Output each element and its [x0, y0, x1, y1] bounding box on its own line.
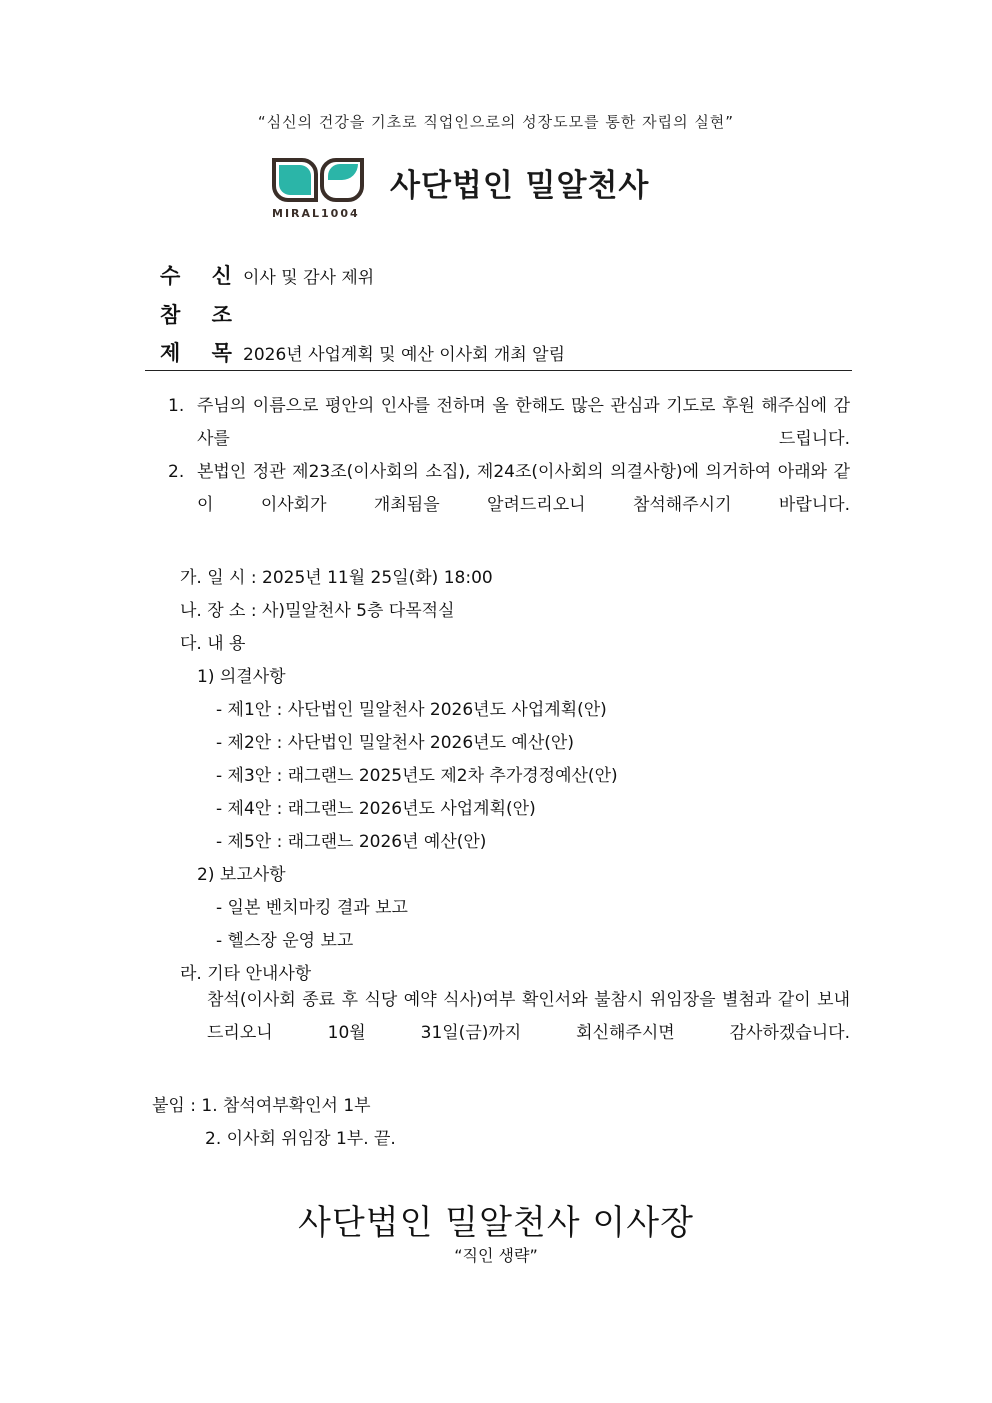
item2-number: 2.: [168, 462, 185, 482]
attachment-line-1: 붙임 : 1. 참석여부확인서 1부: [152, 1096, 371, 1116]
header-divider: [145, 370, 852, 371]
resolution-item: - 제4안 : 래그랜느 2026년도 사업계획(안): [216, 799, 536, 819]
report-item: - 일본 벤치마킹 결과 보고: [216, 898, 408, 918]
item1-text: 주님의 이름으로 평안의 인사를 전하며 올 한해도 많은 관심과 기도로 후원 해주심에 감사를 드립니다.: [197, 396, 850, 449]
meeting-place: 나. 장 소 : 사)밀알천사 5층 다목적실: [180, 601, 455, 621]
recipient-label: 수 신: [160, 264, 244, 288]
logo-wordmark: MIRAL1004: [272, 207, 360, 220]
meeting-content-title: 다. 내 용: [180, 634, 246, 654]
item2-text: 본법인 정관 제23조(이사회의 소집), 제24조(이사회의 의결사항)에 의거하여 아래와 같이 이사회가 개최됨을 알려드리오니 참석해주시기 바랍니다.: [197, 462, 850, 515]
report-item: - 헬스장 운영 보고: [216, 931, 354, 951]
item1-number: 1.: [168, 396, 185, 416]
resolution-item: - 제3안 : 래그랜느 2025년도 제2차 추가경정예산(안): [216, 766, 618, 786]
meeting-date: 가. 일 시 : 2025년 11월 25일(화) 18:00: [180, 568, 493, 588]
attachment-line-2: 2. 이사회 위임장 1부. 끝.: [205, 1129, 396, 1149]
reference-label: 참 조: [160, 303, 244, 327]
seal-omitted-note: “직인 생략”: [454, 1246, 538, 1265]
miral1004-logo-icon: [270, 156, 366, 204]
resolution-item: - 제5안 : 래그랜느 2026년 예산(안): [216, 832, 487, 852]
other-info-text: 참석(이사회 종료 후 식당 예약 식사)여부 확인서와 불참시 위임장을 별첨과 같이 보내드리오니 10월 31일(금)까지 회신해주시면 감사하겠습니다.: [207, 990, 850, 1043]
recipient-value: 이사 및 감사 제위: [243, 268, 375, 288]
resolutions-title: 1) 의결사항: [197, 667, 286, 687]
other-info-title: 라. 기타 안내사항: [180, 964, 312, 984]
org-name: 사단법인 밀알천사: [390, 168, 650, 204]
resolution-item: - 제1안 : 사단법인 밀알천사 2026년도 사업계획(안): [216, 700, 607, 720]
resolution-item: - 제2안 : 사단법인 밀알천사 2026년도 예산(안): [216, 733, 574, 753]
reports-title: 2) 보고사항: [197, 865, 286, 885]
letterhead: [270, 156, 680, 222]
signature-title: 사단법인 밀알천사 이사장: [298, 1203, 694, 1243]
subject-value: 2026년 사업계획 및 예산 이사회 개최 알림: [243, 345, 566, 365]
subject-label: 제 목: [160, 341, 244, 365]
motto: “심신의 건강을 기초로 직업인으로의 성장도모를 통한 자립의 실현”: [257, 113, 735, 131]
